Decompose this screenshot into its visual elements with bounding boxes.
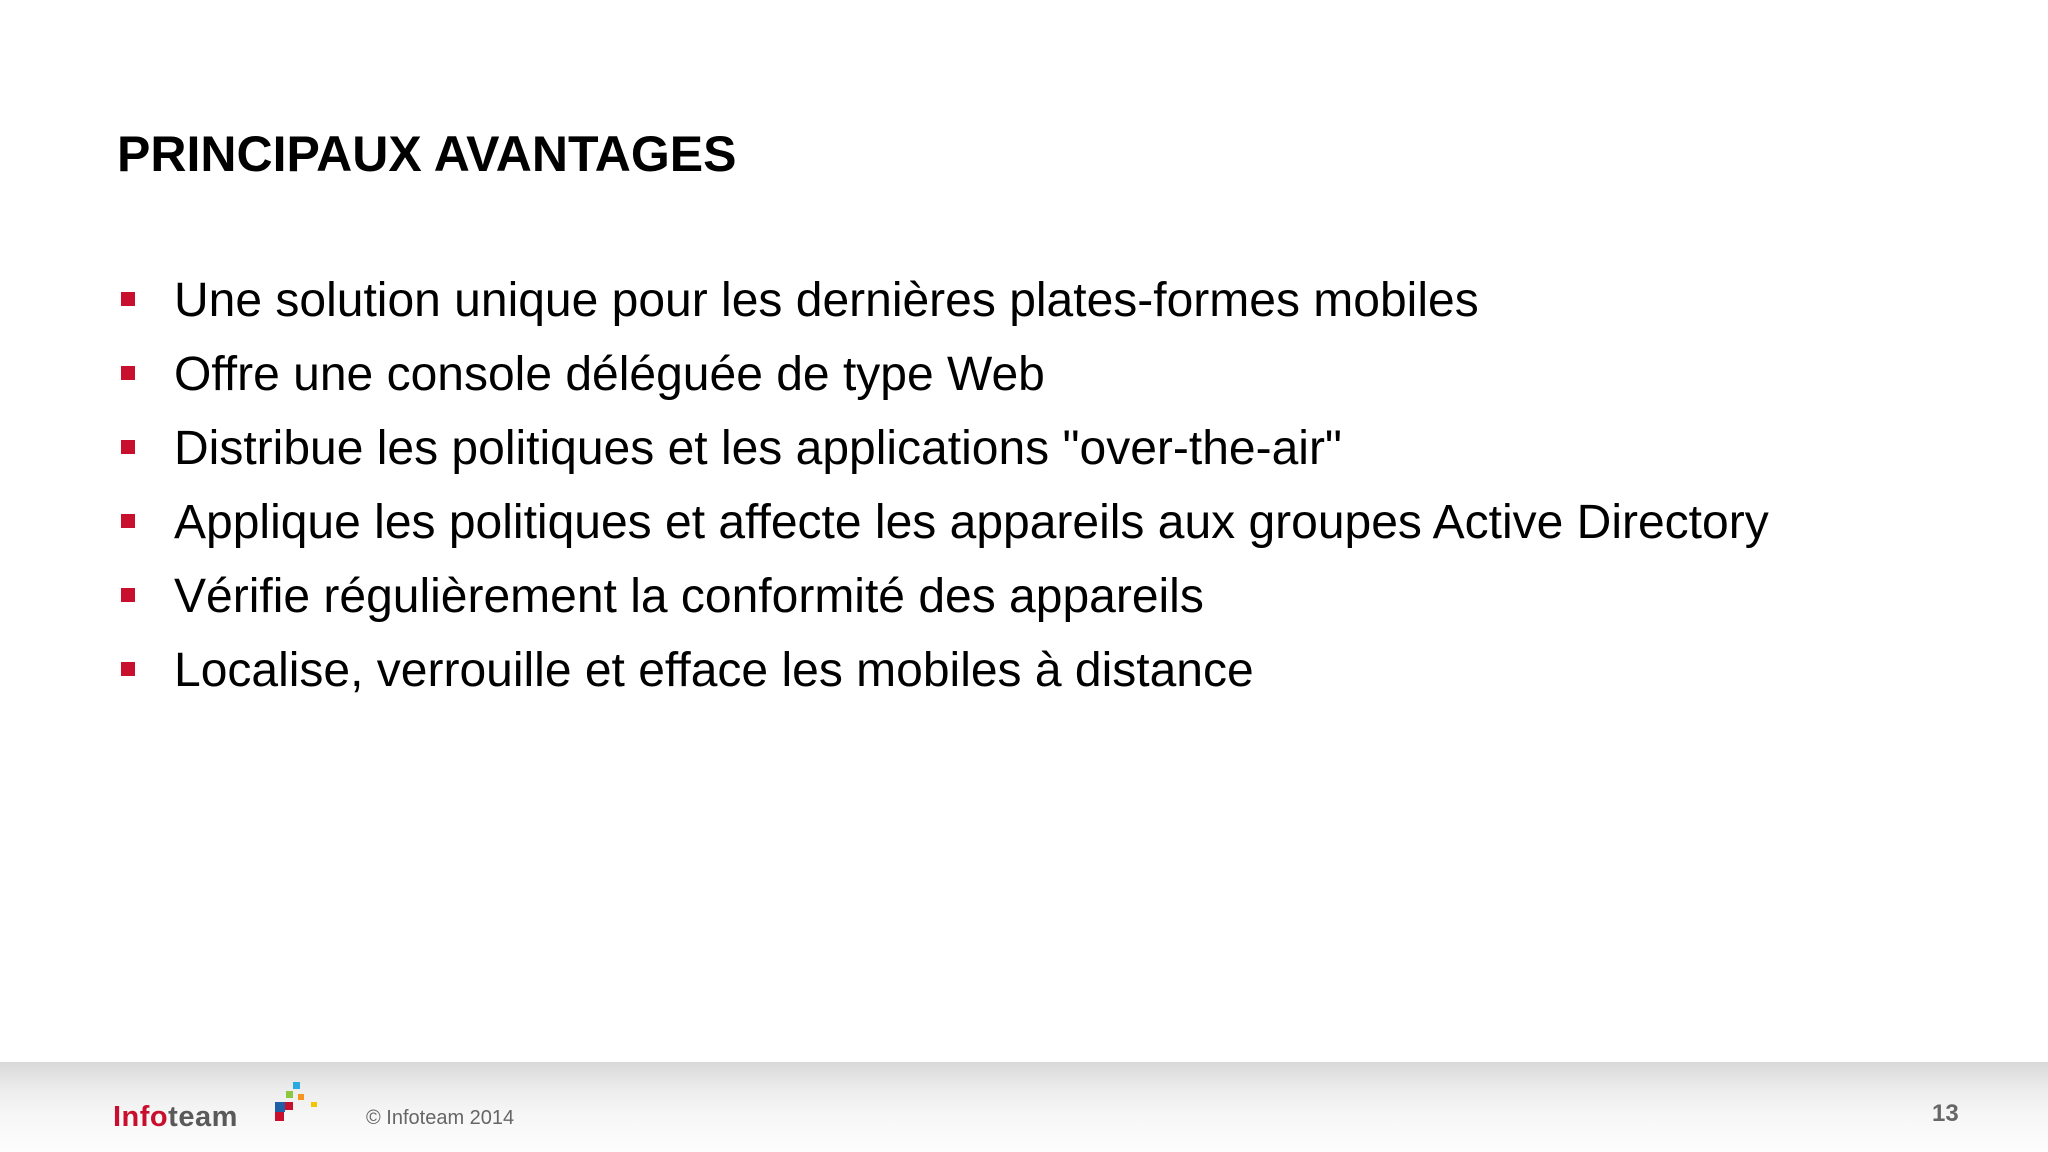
list-item [117, 564, 1769, 638]
bullet-list [117, 268, 1769, 712]
square-bullet-icon [121, 514, 135, 528]
square-bullet-icon [121, 366, 135, 380]
square-bullet-icon [121, 440, 135, 454]
page-number: 13 [1932, 1100, 1959, 1127]
square-bullet-icon [121, 662, 135, 676]
bullet-text: Applique les politiques et affecte les appareils aux groupes Active Directory [174, 496, 1769, 549]
bullet-text: Offre une console déléguée de type Web [174, 348, 1045, 401]
slide-title: PRINCIPAUX AVANTAGES [117, 126, 737, 182]
square-bullet-icon [121, 588, 135, 602]
infoteam-logo [113, 1080, 343, 1133]
bullet-text: Vérifie régulièrement la conformité des appareils [174, 570, 1204, 623]
copyright-text: © Infoteam 2014 [366, 1107, 515, 1129]
bullet-text: Une solution unique pour les dernières plates-formes mobiles [174, 274, 1479, 327]
square-bullet-icon [121, 292, 135, 306]
list-item [117, 490, 1769, 564]
logo-text-info: Info [113, 1101, 169, 1133]
list-item [117, 416, 1769, 490]
bullet-text: Localise, verrouille et efface les mobiles à distance [174, 644, 1254, 697]
list-item [117, 268, 1769, 342]
pixel-squares-icon [273, 1082, 343, 1122]
list-item [117, 342, 1769, 416]
bullet-text: Distribue les politiques et les applications "over-the-air" [174, 422, 1342, 475]
list-item [117, 638, 1769, 712]
logo-wordmark [113, 1102, 238, 1132]
logo-text-team: team [168, 1101, 238, 1133]
